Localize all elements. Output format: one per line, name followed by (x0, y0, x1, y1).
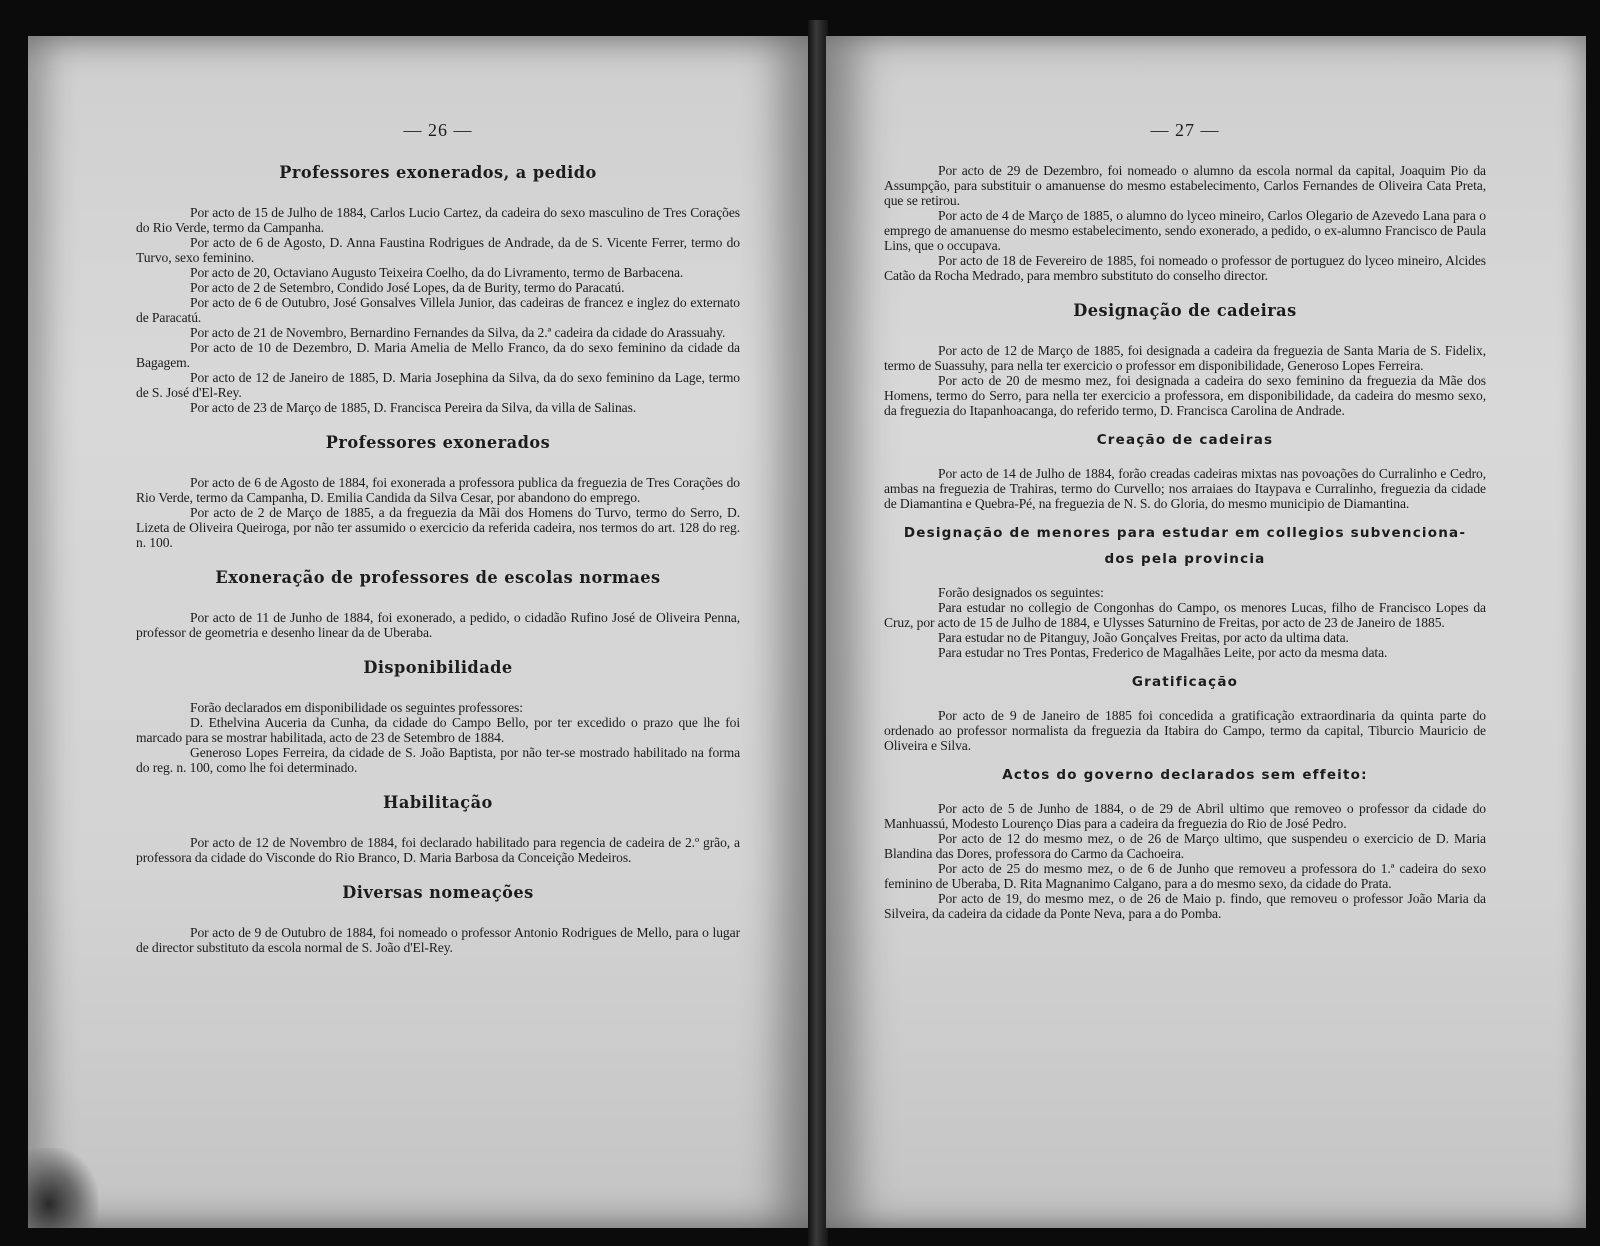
paragraph: Por acto de 15 de Julho de 1884, Carlos Lucio Cartez, da cadeira do sexo masculino de Tres Corações do Rio Verde, termo da Campanha. (136, 205, 740, 235)
paragraph: Por acto de 14 de Julho de 1884, forão creadas cadeiras mixtas nas povoações do Curralinho e Cedro, ambas na freguezia de Trahiras, termo do Curvello; nos arraiaes do Itaypava e Curralinho, freguezia da cidade de Diamantina e Quebra-Pé, na freguezia de N. S. do Gloria, do mesmo municipio de Diamantina. (884, 466, 1486, 511)
paragraph: Para estudar no Tres Pontas, Frederico de Magalhães Leite, por acto da mesma data. (938, 645, 1388, 660)
paragraph: Por acto de 5 de Junho de 1884, o de 29 de Abril ultimo que removeo o professor da cidade do Manhuassú, Modesto Lourenço Dias para a cadeira da freguezia do Rio de José Pedro. (884, 801, 1486, 831)
section-heading-text: Professores exonerados (325, 433, 551, 453)
section-heading (151, 163, 725, 183)
right-page-content (826, 36, 1586, 1228)
paragraph: Por acto de 29 de Dezembro, foi nomeado o alumno da escola normal da capital, Joaquim Pio da Assumpção, para substituir o amanuense do mesmo estabelecimento, Carlos Fernandes de Oliveira Cata Preta, que se retirou. (884, 163, 1486, 208)
section (884, 525, 1486, 660)
paragraph: Por acto de 9 de Janeiro de 1885 foi concedida a gratificação extraordinaria da quinta parte do ordenado ao professor normalista da freguezia da Itabira do Campo, termo da capital, Tiburcio Mauricio de Oliveira e Silva. (884, 708, 1486, 753)
paragraph: Por acto de 2 de Setembro, Condido José Lopes, da de Burity, termo do Paracatú. (190, 280, 625, 295)
section (884, 432, 1486, 511)
section (884, 301, 1486, 418)
paragraph: Por acto de 12 de Março de 1885, foi designada a cadeira da freguezia de Santa Maria de S. Fidelix, termo de Suassuhy, para nella ter exercicio o professor em disponibilidade, Generoso Lopes Ferreira. (884, 343, 1486, 373)
section-heading (151, 793, 725, 813)
book-gutter (808, 20, 828, 1246)
left-sections (136, 163, 740, 955)
paragraph: Generoso Lopes Ferreira, da cidade de S. João Baptista, por não ter-se mostrado habilitado na forma do reg. n. 100, como lhe foi determinado. (136, 745, 740, 775)
left-page (28, 36, 810, 1228)
section-heading-text: Professores exonerados, a pedido (279, 163, 597, 183)
section-heading (151, 568, 725, 588)
paragraph: Por acto de 6 de Agosto de 1884, foi exonerada a professora publica da freguezia de Tres Corações do Rio Verde, termo da Campanha, D. Emilia Candida da Silva Cesar, por abandono do emprego. (136, 475, 740, 505)
paragraph: Por acto de 10 de Dezembro, D. Maria Amelia de Mello Franco, da do sexo feminino da cidade da Bagagem. (136, 340, 740, 370)
paragraph: Por acto de 21 de Novembro, Bernardino Fernandes da Silva, da 2.ª cadeira da cidade do Arassuahy. (190, 325, 726, 340)
section-heading (884, 674, 1486, 690)
page-number: — 27 — (1150, 120, 1220, 140)
paragraph: Por acto de 12 de Janeiro de 1885, D. Maria Josephina da Silva, da do sexo feminino da Lage, termo de S. José d'El-Rey. (136, 370, 740, 400)
paragraph: Por acto de 23 de Março de 1885, D. Francisca Pereira da Silva, da villa de Salinas. (190, 400, 637, 415)
paragraph: Por acto de 11 de Junho de 1884, foi exonerado, a pedido, o cidadão Rufino José de Oliveira Penna, professor de geometria e desenho linear da de Uberaba. (136, 610, 740, 640)
paragraph: Por acto de 25 do mesmo mez, o de 6 de Junho que removeu a professora do 1.ª cadeira do sexo feminino de Uberaba, D. Rita Magnanimo Calgano, para a do mesmo sexo, da cidade do Prata. (884, 861, 1486, 891)
section (884, 163, 1486, 283)
section-heading-line2: dos pela provincia (1104, 551, 1266, 567)
paragraph: Por acto de 12 de Novembro de 1884, foi declarado habilitado para regencia de cadeira de 2.º grão, a professora da cidade do Visconde do Rio Branco, D. Maria Barbosa da Conceição Medeiros. (136, 835, 740, 865)
section-heading-text: Actos do governo declarados sem effeito: (1002, 767, 1368, 783)
section-heading-text: Gratificação (1131, 674, 1239, 690)
section (136, 883, 740, 955)
section-heading-text: Designação de menores para estudar em collegios subvenciona- (903, 525, 1467, 541)
paragraph: Para estudar no de Pitanguy, João Gonçalves Freitas, por acto da ultima data. (938, 630, 1349, 645)
paragraph: D. Ethelvina Auceria da Cunha, da cidade do Campo Bello, por ter excedido o prazo que lhe foi marcado para se mostrar habilitada, acto de 23 de Setembro de 1884. (136, 715, 740, 745)
paragraph: Por acto de 18 de Fevereiro de 1885, foi nomeado o professor de portuguez do lyceo mineiro, Alcides Catão da Rocha Medrado, para membro substituto do conselho director. (884, 253, 1486, 283)
section (136, 658, 740, 775)
section-heading (151, 658, 725, 678)
section-heading (151, 883, 725, 903)
paragraph: Por acto de 9 de Outubro de 1884, foi nomeado o professor Antonio Rodrigues de Mello, para o lugar de director substituto da escola normal de S. João d'El-Rey. (136, 925, 740, 955)
section-heading-text: Exoneração de professores de escolas normaes (215, 568, 661, 588)
section-heading-text: Diversas nomeações (342, 883, 534, 903)
section (136, 163, 740, 415)
section-heading (884, 525, 1486, 567)
paragraph: Forão designados os seguintes: (938, 585, 1104, 600)
section (136, 793, 740, 865)
paragraph: Forão declarados em disponibilidade os seguintes professores: (190, 700, 523, 715)
section-heading-text: Habilitação (383, 793, 493, 813)
section (136, 568, 740, 640)
left-page-content (28, 36, 810, 1228)
paragraph: Por acto de 6 de Outubro, José Gonsalves Villela Junior, das cadeiras de francez e inglez do externato de Paracatú. (136, 295, 740, 325)
section (884, 767, 1486, 921)
section (136, 433, 740, 550)
paragraph: Por acto de 2 de Março de 1885, a da freguezia da Mãi dos Homens do Turvo, termo do Serro, D. Lizeta de Oliveira Queiroga, por não ter assumido o exercicio da referida cadeira, nos termos do art. 128 do reg. n. 100. (136, 505, 740, 550)
paragraph: Por acto de 6 de Agosto, D. Anna Faustina Rodrigues de Andrade, da de S. Vicente Ferrer, termo do Turvo, sexo feminino. (136, 235, 740, 265)
section-heading (151, 433, 725, 453)
paragraph: Por acto de 19, do mesmo mez, o de 26 de Maio p. findo, que removeu o professor João Maria da Silveira, da cadeira da cidade da Ponte Neva, para a do Pomba. (884, 891, 1486, 921)
paragraph: Por acto de 20, Octaviano Augusto Teixeira Coelho, da do Livramento, termo de Barbacena. (190, 265, 684, 280)
paragraph: Por acto de 4 de Março de 1885, o alumno do lyceo mineiro, Carlos Olegario de Azevedo Lana para o emprego de amanuense do mesmo estabelecimento, sendo exonerado, a pedido, o ex-alumno Francisco de Paula Lins, que o occupava. (884, 208, 1486, 253)
page-number: — 26 — (403, 120, 473, 140)
right-page (826, 36, 1586, 1228)
section-heading-text: Disponibilidade (363, 658, 513, 678)
section-heading-text: Creação de cadeiras (1096, 432, 1274, 448)
paragraph: Para estudar no collegio de Congonhas do Campo, os menores Lucas, filho de Francisco Lopes da Cruz, por acto de 15 de Julho de 1884, e Ulysses Saturnino de Freitas, por acto de 23 de Janeiro de 1885. (884, 600, 1486, 630)
section-heading-text: Designação de cadeiras (1073, 301, 1297, 321)
paragraph: Por acto de 12 do mesmo mez, o de 26 de Março ultimo, que suspendeu o exercicio de D. Maria Blandina das Dores, professora do Carmo da Cachoeira. (884, 831, 1486, 861)
section (884, 674, 1486, 753)
page-stain (28, 1148, 98, 1228)
section-heading (884, 432, 1486, 448)
section-heading (899, 301, 1471, 321)
section-heading (884, 767, 1486, 783)
paragraph: Por acto de 20 de mesmo mez, foi designada a cadeira do sexo feminino da freguezia da Mãe dos Homens, termo do Serro, para nella ter exercicio a professora, em disponibilidade, da cadeira do mesmo sexo, da freguezia do Itapanhoacanga, do referido termo, D. Francisca Carolina de Andrade. (884, 373, 1486, 418)
right-sections (884, 163, 1486, 921)
